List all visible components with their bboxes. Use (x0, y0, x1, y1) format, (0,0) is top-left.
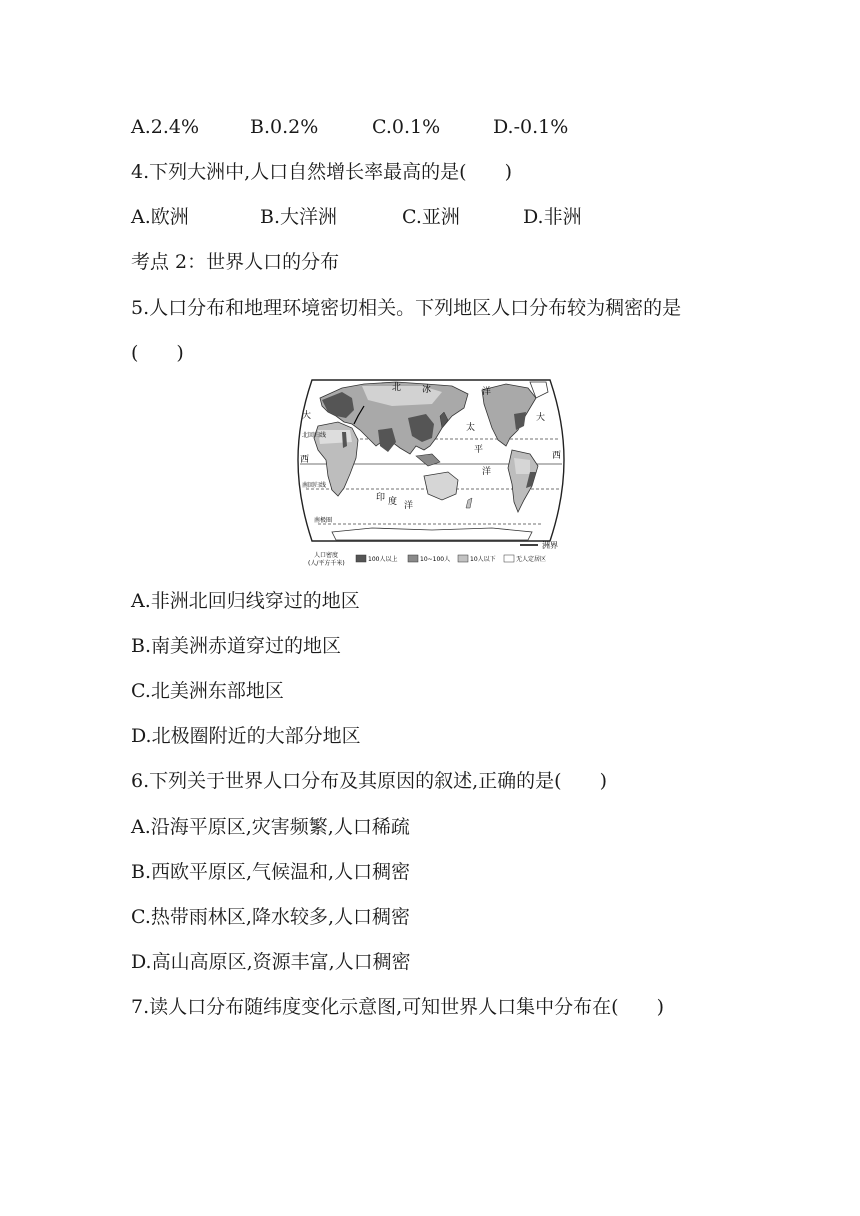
atlantic-label-west: 大 (302, 411, 312, 421)
legend-swatch-sparse (458, 555, 468, 562)
indian-ocean-label-3: 洋 (404, 501, 414, 511)
pacific-label-3: 洋 (482, 467, 492, 477)
atlantic-label-west-2: 西 (300, 455, 310, 465)
q5-option-d[interactable]: D.北极圈附近的大部分地区 (131, 725, 361, 747)
q5-option-a[interactable]: A.非洲北回归线穿过的地区 (131, 590, 360, 612)
amazon-sparse-area (514, 458, 530, 474)
legend-swatch-uninhabited (504, 555, 514, 562)
legend-label-sparse: 10人以下 (470, 556, 496, 563)
boundary-legend-label: 洲界 (542, 541, 558, 550)
legend-label-uninhabited: 无人定居区 (516, 556, 547, 563)
arctic-label-2: 冰 (422, 385, 432, 395)
q6-stem: 6.下列关于世界人口分布及其原因的叙述,正确的是( ) (131, 770, 607, 792)
legend-label-dense: 100人以上 (368, 556, 398, 563)
antarctica-landmass (332, 528, 532, 540)
indian-ocean-label-1: 印 (376, 493, 386, 503)
section-heading: 考点 2：世界人口的分布 (131, 251, 340, 273)
atlantic-label-east-2: 西 (552, 451, 562, 461)
q4-stem: 4.下列大洲中,人口自然增长率最高的是( ) (131, 161, 512, 183)
q6-option-d[interactable]: D.高山高原区,资源丰富,人口稠密 (131, 951, 411, 973)
legend-swatch-dense (356, 555, 366, 562)
arctic-label-1: 北 (392, 383, 402, 393)
q6-option-c[interactable]: C.热带雨林区,降水较多,人口稠密 (131, 906, 410, 928)
legend-title-line2: (人/平方千米) (308, 560, 345, 567)
q5-option-b[interactable]: B.南美洲赤道穿过的地区 (131, 635, 342, 657)
south-tropic-label: 南回归线 (302, 482, 327, 489)
q3-option-c[interactable]: C.0.1% (372, 116, 441, 138)
q3-option-d[interactable]: D.-0.1% (493, 116, 569, 138)
q6-option-a[interactable]: A.沿海平原区,灾害频繁,人口稀疏 (131, 816, 410, 838)
indian-ocean-label-2: 度 (388, 497, 398, 507)
q4-option-c[interactable]: C.亚洲 (402, 206, 460, 228)
arctic-label-3: 洋 (482, 387, 492, 397)
population-density-map (292, 376, 570, 570)
legend-title-line1: 人口密度 (314, 552, 339, 559)
q4-option-b[interactable]: B.大洋洲 (260, 206, 338, 228)
legend-label-medium: 10~100人 (420, 556, 451, 563)
pacific-label-1: 太 (466, 423, 476, 433)
q3-option-a[interactable]: A.2.4% (131, 116, 200, 138)
q5-option-c[interactable]: C.北美洲东部地区 (131, 680, 284, 702)
q5-stem-line1: 5.人口分布和地理环境密切相关。下列地区人口分布较为稠密的是 (131, 297, 682, 319)
q3-option-b[interactable]: B.0.2% (250, 116, 319, 138)
north-tropic-label: 北回归线 (302, 432, 327, 439)
pacific-label-2: 平 (474, 445, 484, 455)
q6-option-b[interactable]: B.西欧平原区,气候温和,人口稠密 (131, 861, 411, 883)
q5-stem-line2: ( ) (131, 342, 184, 364)
legend-swatch-medium (408, 555, 418, 562)
antarctic-circle-label: 南极圈 (314, 517, 333, 524)
atlantic-label-east-1: 大 (536, 413, 546, 423)
q4-option-d[interactable]: D.非洲 (523, 206, 582, 228)
q4-option-a[interactable]: A.欧洲 (131, 206, 189, 228)
q7-stem: 7.读人口分布随纬度变化示意图,可知世界人口集中分布在( ) (131, 996, 664, 1018)
